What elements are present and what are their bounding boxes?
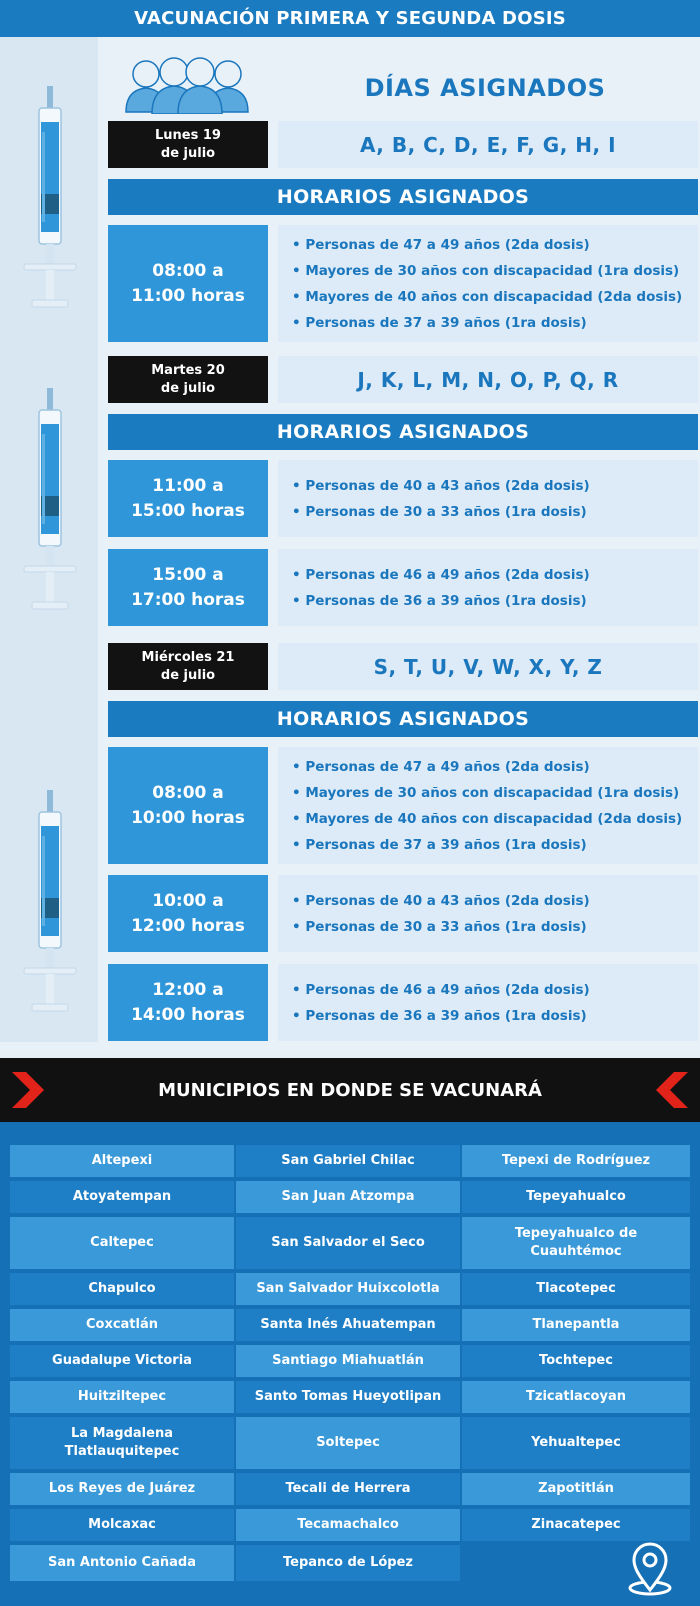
time-line: 12:00 horas [131,915,245,936]
chevron-left-icon [652,1070,692,1110]
municipio-cell: Caltepec [10,1217,234,1269]
time-line: 11:00 horas [131,285,245,306]
municipio-cell: Tlanepantla [462,1309,690,1341]
municipio-cell: Tzicatlacoyan [462,1381,690,1413]
location-pin-icon [625,1538,675,1598]
municipio-cell: San Antonio Cañada [10,1545,234,1581]
municipio-cell: Soltepec [236,1417,460,1469]
municipio-cell: Santa Inés Ahuatempan [236,1309,460,1341]
municipio-cell: Molcaxac [10,1509,234,1541]
group-list [278,460,698,537]
date-line: de julio [160,380,216,396]
date-line: de julio [160,145,216,161]
municipio-cell: Tepanco de López [236,1545,460,1581]
assigned-letters: S, T, U, V, W, X, Y, Z [278,643,698,690]
municipio-line: La Magdalena [71,1426,173,1441]
list-item: • Personas de 30 a 33 años (1ra dosis) [292,503,587,520]
syringe-icon [20,86,80,308]
dias-asignados-title: DÍAS ASIGNADOS [364,74,606,102]
list-item: • Personas de 47 a 49 años (2da dosis) [292,236,590,253]
time-line: 15:00 horas [131,500,245,521]
date-line: Martes 20 [151,362,225,378]
municipio-cell: Chapulco [10,1273,234,1305]
group-list [278,875,698,952]
municipio-cell: Tepexi de Rodríguez [462,1145,690,1177]
municipio-cell: Atoyatempan [10,1181,234,1213]
municipio-line: Cuauhtémoc [530,1244,622,1259]
municipio-cell: San Juan Atzompa [236,1181,460,1213]
list-item: • Personas de 46 a 49 años (2da dosis) [292,981,590,998]
municipio-cell: Yehualtepec [462,1417,690,1469]
municipio-cell: San Salvador Huixcolotla [236,1273,460,1305]
time-slot [108,460,268,537]
syringe-icon [20,388,80,610]
time-slot [108,549,268,626]
municipios-title: MUNICIPIOS EN DONDE SE VACUNARÁ [158,1079,542,1101]
list-item: • Personas de 37 a 39 años (1ra dosis) [292,314,587,331]
municipio-cell: Santo Tomas Hueyotlipan [236,1381,460,1413]
municipio-cell: Altepexi [10,1145,234,1177]
list-item: • Personas de 40 a 43 años (2da dosis) [292,892,590,909]
time-slot [108,964,268,1041]
assigned-letters: J, K, L, M, N, O, P, Q, R [278,356,698,403]
time-line: 10:00 horas [131,807,245,828]
list-item: • Mayores de 40 años con discapacidad (2da dosis) [292,288,683,305]
time-slot [108,225,268,342]
municipio-cell: Coxcatlán [10,1309,234,1341]
list-item: • Personas de 37 a 39 años (1ra dosis) [292,836,587,853]
people-icon [122,52,252,114]
day-date [108,121,268,168]
municipio-cell [462,1217,690,1269]
municipio-cell: Santiago Miahuatlán [236,1345,460,1377]
municipio-line: Tepeyahualco de [514,1226,638,1241]
municipio-cell: Zapotitlán [462,1473,690,1505]
list-item: • Personas de 36 a 39 años (1ra dosis) [292,1007,587,1024]
list-item: • Personas de 36 a 39 años (1ra dosis) [292,592,587,609]
time-line: 17:00 horas [131,589,245,610]
group-list [278,549,698,626]
municipio-cell: Tecamachalco [236,1509,460,1541]
date-line: de julio [160,667,216,683]
list-item: • Mayores de 30 años con discapacidad (1ra dosis) [292,784,680,801]
municipios-banner [0,1058,700,1122]
time-line: 11:00 a [152,475,224,496]
municipio-cell: Huitziltepec [10,1381,234,1413]
day-date [108,643,268,690]
municipio-line: Tlatlauquitepec [64,1444,180,1459]
group-list [278,747,698,864]
group-list [278,225,698,342]
page-title: VACUNACIÓN PRIMERA Y SEGUNDA DOSIS [0,0,700,37]
municipio-cell: Tecali de Herrera [236,1473,460,1505]
assigned-letters: A, B, C, D, E, F, G, H, I [278,121,698,168]
time-line: 10:00 a [152,890,224,911]
syringe-icon [20,790,80,1012]
time-line: 08:00 a [152,260,224,281]
time-line: 08:00 a [152,782,224,803]
municipio-cell: Tepeyahualco [462,1181,690,1213]
list-item: • Mayores de 40 años con discapacidad (2da dosis) [292,810,683,827]
date-line: Miércoles 21 [141,649,235,665]
time-line: 15:00 a [152,564,224,585]
group-list [278,964,698,1041]
list-item: • Personas de 40 a 43 años (2da dosis) [292,477,590,494]
list-item: • Personas de 46 a 49 años (2da dosis) [292,566,590,583]
municipio-cell: San Gabriel Chilac [236,1145,460,1177]
municipio-cell: Guadalupe Victoria [10,1345,234,1377]
municipio-cell: San Salvador el Seco [236,1217,460,1269]
time-slot [108,875,268,952]
municipio-cell: Los Reyes de Juárez [10,1473,234,1505]
time-slot [108,747,268,864]
horarios-header: HORARIOS ASIGNADOS [108,701,698,737]
municipio-cell: Tochtepec [462,1345,690,1377]
horarios-header: HORARIOS ASIGNADOS [108,414,698,450]
time-line: 14:00 horas [131,1004,245,1025]
horarios-header: HORARIOS ASIGNADOS [108,179,698,215]
municipio-cell: Zinacatepec [462,1509,690,1541]
list-item: • Mayores de 30 años con discapacidad (1ra dosis) [292,262,680,279]
municipio-cell [10,1417,234,1469]
list-item: • Personas de 30 a 33 años (1ra dosis) [292,918,587,935]
list-item: • Personas de 47 a 49 años (2da dosis) [292,758,590,775]
day-date [108,356,268,403]
time-line: 12:00 a [152,979,224,1000]
chevron-right-icon [8,1070,48,1110]
municipio-cell: Tlacotepec [462,1273,690,1305]
date-line: Lunes 19 [155,127,221,143]
